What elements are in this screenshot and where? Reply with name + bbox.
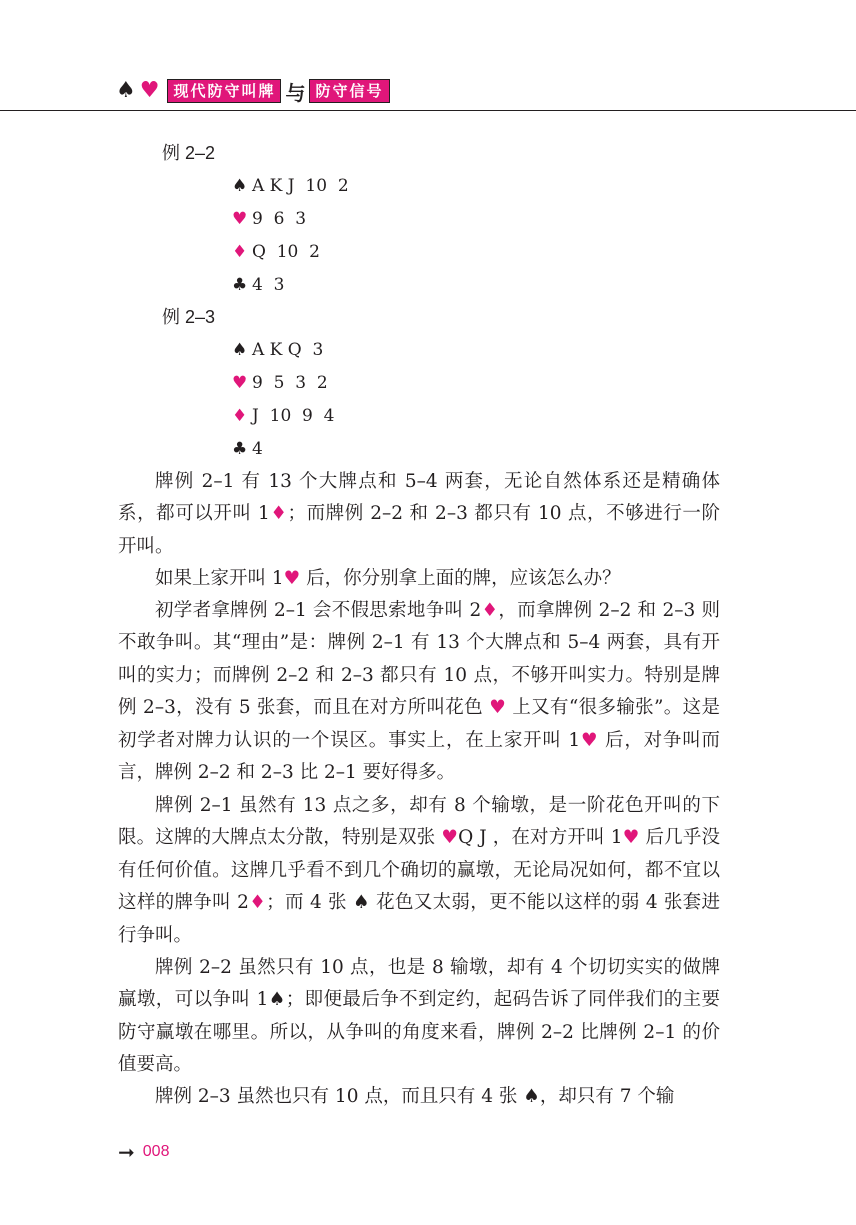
- spade-icon: ♠: [232, 340, 248, 360]
- hand-clubs: [232, 275, 284, 295]
- hand-cards: A K Q 3: [252, 340, 324, 360]
- hand-hearts: [232, 373, 328, 393]
- page-footer: [118, 1142, 169, 1162]
- hand-spades: [232, 340, 323, 360]
- hand-cards: 9 5 3 2: [252, 373, 328, 393]
- body-paragraph: 牌例 2–1 虽然有 13 点之多，却有 8 个输墩，是一阶花色开叫的下限。这牌的大牌点太分散，特别是双张 ♥Q J ，在对方开叫 1♥ 后几乎没有任何价值。这牌几乎看不到几个确切的赢墩，无论局况如何，都不宜以这样的牌争叫 2♦；而 4 张 ♠ 花色又太弱，更不能以这样的弱 4 张套进行争叫。: [118, 795, 720, 946]
- hand-cards: J 10 9 4: [252, 406, 335, 426]
- diamond-icon: ♦: [269, 503, 288, 525]
- hand-cards: Q 10 2: [252, 242, 320, 262]
- hand-spades: [232, 176, 349, 196]
- spade-icon: ♠: [116, 78, 136, 103]
- hand-clubs: [232, 439, 263, 459]
- example-title: 例 2–3: [162, 307, 216, 327]
- body-paragraph: 牌例 2–1 有 13 个大牌点和 5–4 两套，无论自然体系还是精确体系，都可以开叫 1♦；而牌例 2–2 和 2–3 都只有 10 点，不够进行一阶开叫。: [118, 471, 720, 557]
- page-number: 008: [142, 1143, 170, 1160]
- heart-icon: ♥: [232, 209, 248, 229]
- hand-cards: A K J 10 2: [252, 176, 349, 196]
- diamond-icon: ♦: [481, 600, 499, 621]
- diamond-icon: ♦: [232, 406, 248, 426]
- hand-cards: 4 3: [252, 275, 285, 295]
- title-connector: 与: [285, 80, 306, 105]
- heart-icon: ♥: [139, 78, 160, 103]
- club-icon: ♣: [232, 275, 248, 295]
- running-header: [116, 78, 390, 104]
- body-paragraph: 初学者拿牌例 2–1 会不假思索地争叫 2♦，而拿牌例 2–2 和 2–3 则不敢争叫。其“理由”是：牌例 2–1 有 13 个大牌点和 5–4 两套，具有开叫的实力；而牌例 2–2 和 2–3 都只有 10 点，不够开叫实力。特别是牌例 2–3，没有 5 张套，而且在对方所叫花色 ♥ 上又有“很多输张”。这是初学者对牌力认识的一个误区。事实上，在上家开叫 1♥ 后，对争叫而言，牌例 2–2 和 2–3 比 2–1 要好得多。: [118, 600, 720, 784]
- hand-hearts: [232, 209, 306, 229]
- heart-icon: ♥: [232, 373, 248, 393]
- hand-cards: 4: [252, 439, 263, 459]
- body-paragraph: 如果上家开叫 1♥ 后，你分别拿上面的牌，应该怎么办？: [155, 568, 621, 589]
- hand-diamonds: [232, 242, 320, 262]
- club-icon: ♣: [232, 439, 248, 459]
- book-subtitle: 防守信号: [309, 79, 389, 103]
- diamond-icon: ♦: [232, 242, 248, 262]
- heart-icon: ♥: [283, 568, 301, 589]
- example-title: 例 2–2: [162, 143, 216, 163]
- body-paragraph: 牌例 2–2 虽然只有 10 点，也是 8 输墩，却有 4 个切切实实的做牌赢墩，可以争叫 1♠；即便最后争不到定约，起码告诉了同伴我们的主要防守赢墩在哪里。所以，从争叫的角度来看，牌例 2–2 比牌例 2–1 的价值要高。: [118, 957, 720, 1076]
- arrow-right-icon: ➞: [118, 1140, 135, 1164]
- hand-diamonds: [232, 406, 335, 426]
- heart-icon: ♥: [441, 827, 459, 849]
- spade-icon: ♠: [232, 176, 248, 196]
- body-paragraph: 牌例 2–3 虽然也只有 10 点，而且只有 4 张 ♠，却只有 7 个输: [155, 1086, 675, 1107]
- heart-icon: ♥: [580, 729, 599, 751]
- diamond-icon: ♦: [248, 892, 267, 914]
- heart-icon: ♥: [489, 697, 507, 719]
- header-divider: [0, 110, 856, 111]
- book-title: 现代防守叫牌: [167, 79, 281, 103]
- heart-icon: ♥: [622, 827, 640, 849]
- hand-cards: 9 6 3: [252, 209, 307, 229]
